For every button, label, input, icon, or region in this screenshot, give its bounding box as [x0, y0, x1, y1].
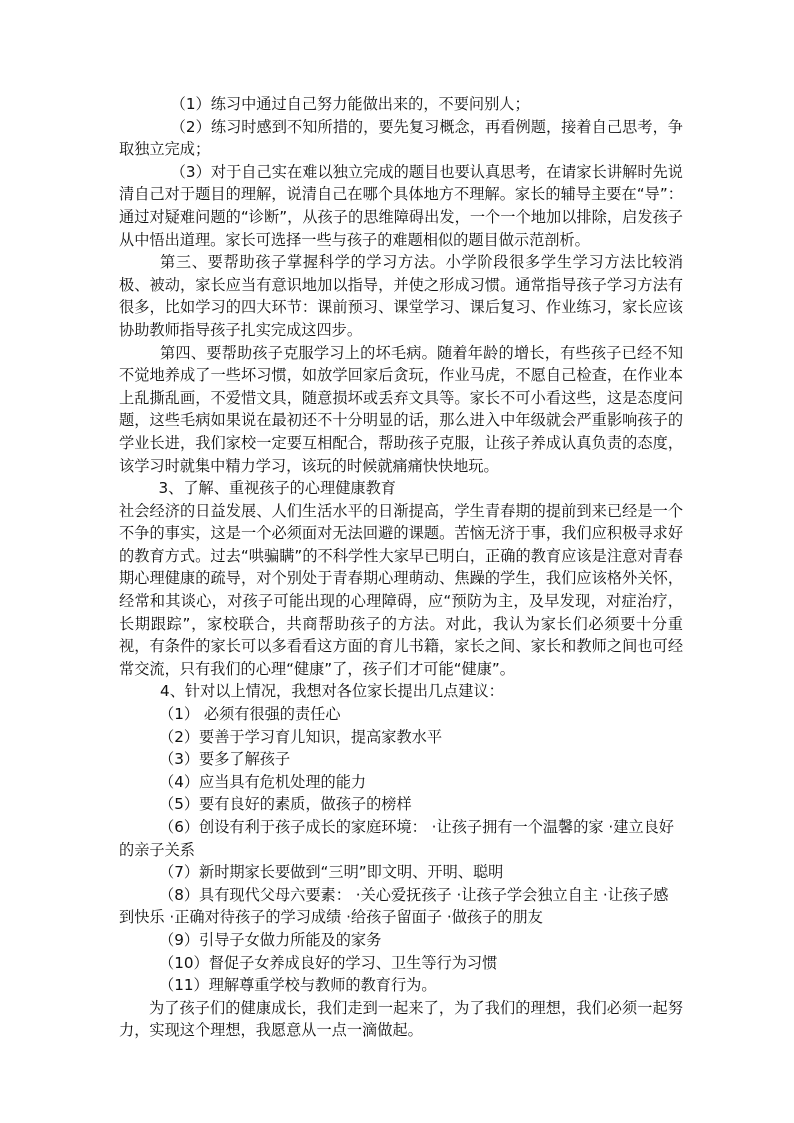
list-item: （2）要善于学习育儿知识，提高家教水平 — [159, 727, 443, 746]
paragraph-practice-3: （3）对于自己实在难以独立完成的题目也要认真思考，在请家长讲解时先说清自己对于题目的理解，说清自己在哪个具体地方不理解。家长的辅导主要在“导”：通过对疑难问题的“诊断”，从孩子的思维障碍出发，一个一个地加以排除，启发孩子从中悟出道理。家长可选择一些与孩子的难题相似的题目做示范剖析。 — [119, 162, 683, 249]
list-item: （11）理解尊重学校与教师的教育行为。 — [159, 976, 437, 995]
paragraph-mental-health: 社会经济的日益发展、人们生活水平的日渐提高，学生青春期的提前到来已经是一个不争的事实，这是一个必须面对无法回避的课题。苦恼无济于事，我们应积极寻求好的教育方式。过去“哄骗瞒”的不科学性大家早已明白，正确的教育应该是注意对青春期心理健康的疏导，对个别处于青春期心理萌动、焦躁的学生，我们应该格外关怀，经常和其谈心，对孩子可能出现的心理障碍，应“预防为主，及早发现，对症治疗，长期跟踪”，家校联合，共商帮助孩子的方法。对此，我认为家长们必须要十分重视，有条件的家长可以多看看这方面的育儿书籍，家长之间、家长和教师之间也可经常交流，只有我们的心理“健康”了，孩子们才可能“健康”。 — [119, 501, 683, 678]
heading-mental-health: 3、了解、重视孩子的心理健康教育 — [158, 479, 396, 498]
list-item: （10）督促子女养成良好的学习、卫生等行为习惯 — [159, 953, 498, 972]
list-item: （8）具有现代父母六要素： ·关心爱抚孩子 ·让孩子学会独立自主 ·让孩子感到快乐 ·正确对待孩子的学习成绩 ·给孩子留面子 ·做孩子的朋友 — [119, 885, 669, 927]
list-item: （1） 必须有很强的责任心 — [159, 705, 341, 724]
paragraph-practice-1: （1）练习中通过自己努力能做出来的，不要问别人； — [170, 95, 530, 113]
list-item: （6）创设有利于孩子成长的家庭环境： ·让孩子拥有一个温馨的家 ·建立良好的亲子关系 — [119, 818, 674, 859]
heading-suggestions: 4、针对以上情况，我想对各位家长提出几点建议： — [160, 682, 504, 701]
paragraph-fourth-point: 第四、要帮助孩子克服学习上的坏毛病。随着年龄的增长，有些孩子已经不知不觉地养成了一些坏习惯，如放学回家后贪玩，作业马虎，不愿自己检查，在作业本上乱撕乱画，不爱惜文具，随意损坏或丢弃文具等。家长不可小看这些，这是态度问题，这些毛病如果说在最初还不十分明显的话，那么进入中年级就会严重影响孩子的学业长进，我们家校一定要互相配合，帮助孩子克服，让孩子养成认真负责的态度，该学习时就集中精力学习，该玩的时候就痛痛快快地玩。 — [119, 343, 683, 475]
closing-paragraph: 为了孩子们的健康成长，我们走到一起来了，为了我们的理想，我们必须一起努力，实现这个理想，我愿意从一点一滴做起。 — [119, 998, 683, 1040]
list-item: （9）引导子女做力所能及的家务 — [159, 930, 382, 949]
document-page — [119, 93, 683, 1042]
list-item: （7）新时期家长要做到“三明”即文明、开明、聪明 — [159, 863, 504, 882]
paragraph-third-point: 第三、要帮助孩子掌握科学的学习方法。小学阶段很多学生学习方法比较消极、被动，家长应当有意识地加以指导，并使之形成习惯。通常指导孩子学习方法有很多，比如学习的四大环节：课前预习、课堂学习、课后复习、作业练习，家长应该协助教师指导孩子扎实完成这四步。 — [119, 253, 683, 339]
list-item: （5）要有良好的素质，做孩子的榜样 — [159, 795, 412, 814]
paragraph-practice-2: （2）练习时感到不知所措的，要先复习概念，再看例题，接着自己思考，争取独立完成； — [119, 117, 683, 159]
list-item: （4）应当具有危机处理的能力 — [159, 772, 367, 791]
suggestion-list — [119, 703, 683, 997]
list-item: （3）要多了解孩子 — [159, 750, 291, 769]
